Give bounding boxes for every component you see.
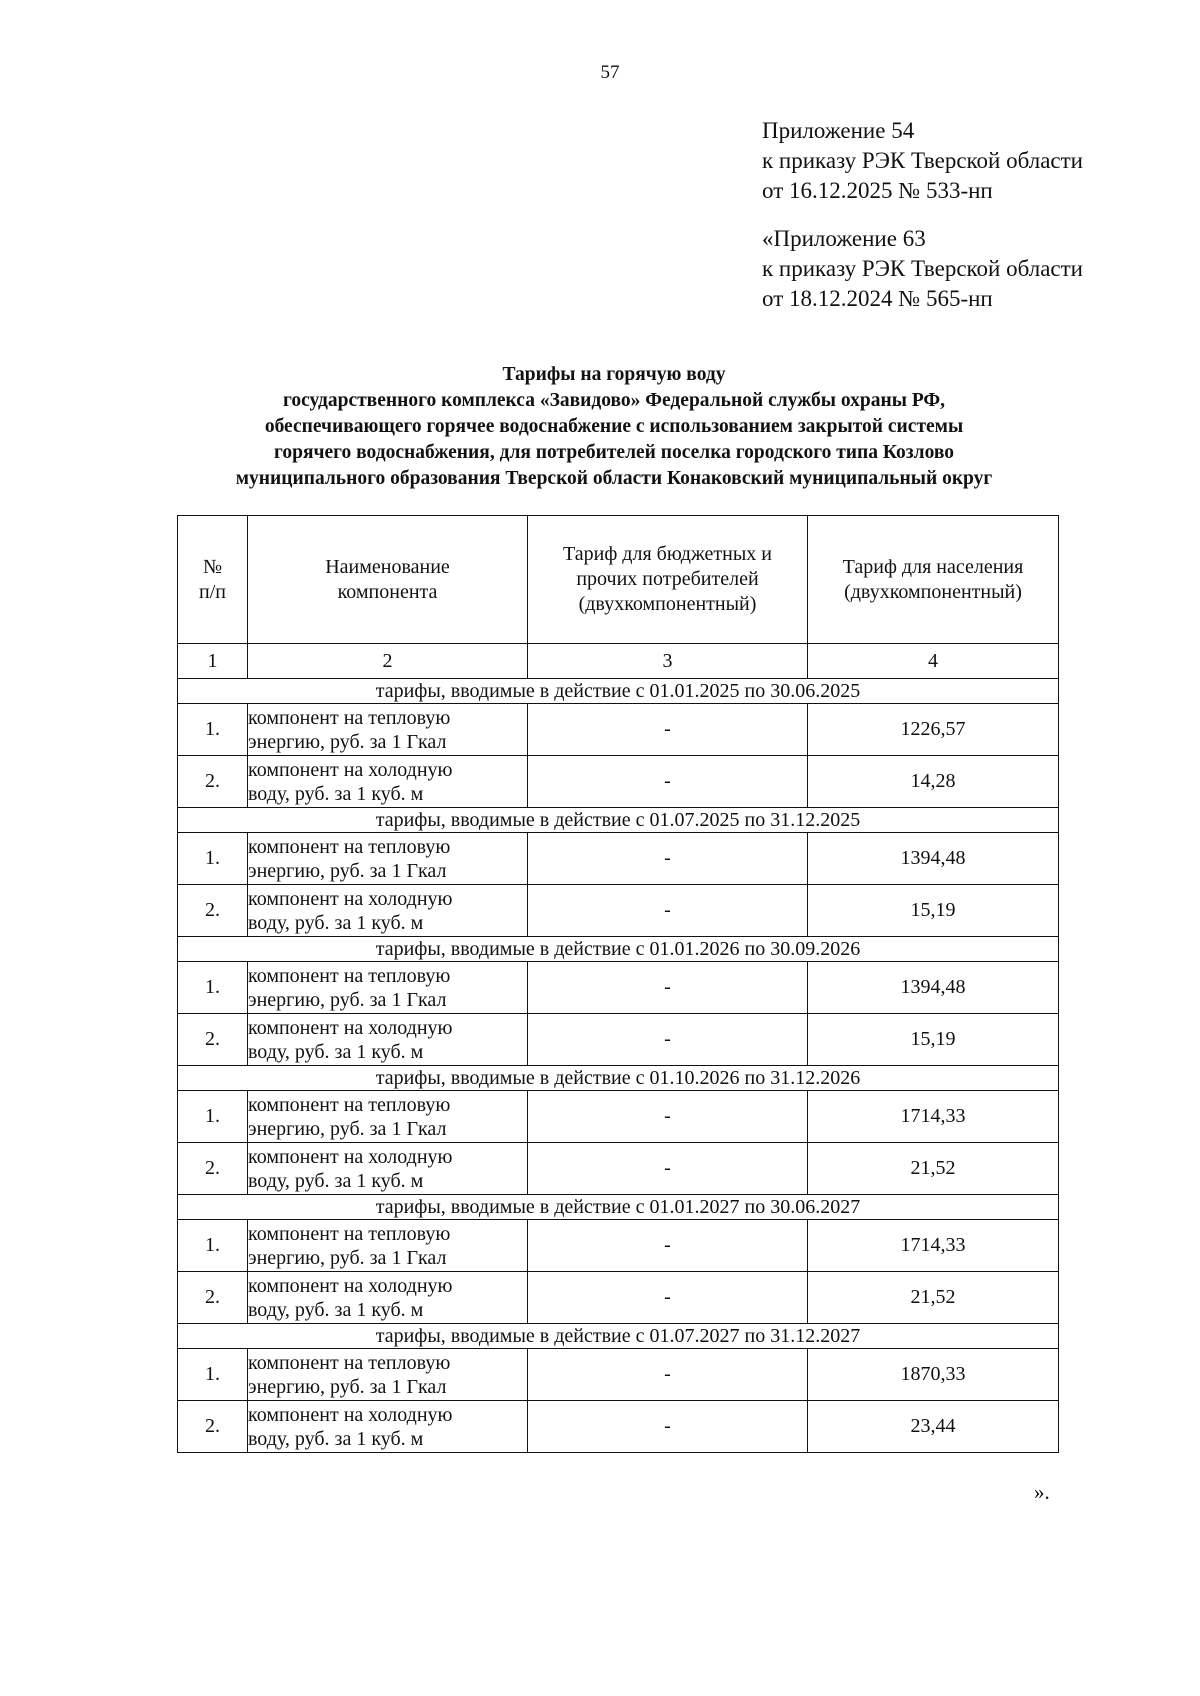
header-population-line2: (двухкомпонентный): [844, 580, 1022, 603]
budget-tariff: -: [528, 1220, 808, 1272]
header-population-line1: Тариф для населения: [842, 555, 1024, 578]
title-line4: горячего водоснабжения, для потребителей поселка городского типа Козлово: [274, 442, 954, 463]
table-row: [178, 1220, 1059, 1272]
budget-tariff: -: [528, 1143, 808, 1195]
column-index-2: 2: [248, 644, 528, 679]
component-name: [248, 756, 528, 808]
component-name-line2: воду, руб. за 1 куб. м: [248, 911, 424, 934]
component-name-line1: компонент на тепловую: [248, 835, 451, 858]
title-line3: обеспечивающего горячее водоснабжение с использованием закрытой системы: [264, 416, 964, 437]
row-number: 2.: [178, 1401, 248, 1453]
population-tariff: 1714,33: [808, 1091, 1059, 1143]
component-name: [248, 833, 528, 885]
component-name-line2: энергию, руб. за 1 Гкал: [248, 1246, 447, 1269]
appendix-current-line1: Приложение 54: [762, 118, 915, 143]
table-row: [178, 1143, 1059, 1195]
header-num-line1: №: [202, 555, 223, 578]
component-name-line1: компонент на холодную: [248, 758, 453, 781]
component-name-line1: компонент на холодную: [248, 1403, 453, 1426]
period-label: тарифы, вводимые в действие с 01.07.2027 по 31.12.2027: [178, 1324, 1059, 1349]
component-name-line1: компонент на тепловую: [248, 1222, 451, 1245]
column-index-1: 1: [178, 644, 248, 679]
component-name: [248, 1272, 528, 1324]
appendix-current-line3: от 16.12.2025 № 533-нп: [762, 178, 993, 203]
column-index-3: 3: [528, 644, 808, 679]
budget-tariff: -: [528, 1349, 808, 1401]
table-row: [178, 756, 1059, 808]
column-index-4: 4: [808, 644, 1059, 679]
component-name-line2: воду, руб. за 1 куб. м: [248, 1169, 424, 1192]
appendix-current: [762, 116, 1083, 206]
header-population: [808, 516, 1059, 644]
population-tariff: 21,52: [808, 1143, 1059, 1195]
tariffs-table: [177, 515, 1059, 1453]
table-row: [178, 1014, 1059, 1066]
component-name-line1: компонент на холодную: [248, 887, 453, 910]
table-row: [178, 833, 1059, 885]
budget-tariff: -: [528, 1401, 808, 1453]
component-name: [248, 1143, 528, 1195]
appendix-previous-line3: от 18.12.2024 № 565-нп: [762, 286, 993, 311]
population-tariff: 15,19: [808, 1014, 1059, 1066]
budget-tariff: -: [528, 1091, 808, 1143]
title-line2: государственного комплекса «Завидово» Федеральной службы охраны РФ,: [282, 390, 946, 411]
table-row: [178, 1272, 1059, 1324]
header-budget: [528, 516, 808, 644]
period-row: [178, 1324, 1059, 1349]
period-row: [178, 1195, 1059, 1220]
document-title: [150, 362, 1078, 492]
page-number: 57: [600, 62, 620, 83]
component-name: [248, 1014, 528, 1066]
population-tariff: 15,19: [808, 885, 1059, 937]
period-row: [178, 937, 1059, 962]
header-name: [248, 516, 528, 644]
table-row: [178, 962, 1059, 1014]
component-name: [248, 1091, 528, 1143]
title-line1: Тарифы на горячую воду: [502, 364, 726, 385]
component-name: [248, 1220, 528, 1272]
appendix-previous: [762, 224, 1083, 314]
row-number: 1.: [178, 704, 248, 756]
closing-quote-mark: ».: [1034, 1480, 1050, 1504]
period-row: [178, 808, 1059, 833]
population-tariff: 1394,48: [808, 962, 1059, 1014]
row-number: 1.: [178, 1220, 248, 1272]
population-tariff: 23,44: [808, 1401, 1059, 1453]
header-name-line2: компонента: [337, 580, 438, 603]
row-number: 2.: [178, 756, 248, 808]
row-number: 1.: [178, 1349, 248, 1401]
header-name-line1: Наименование: [325, 555, 450, 578]
budget-tariff: -: [528, 885, 808, 937]
component-name-line2: воду, руб. за 1 куб. м: [248, 782, 424, 805]
population-tariff: 1226,57: [808, 704, 1059, 756]
component-name-line1: компонент на тепловую: [248, 1093, 451, 1116]
header-budget-line1: Тариф для бюджетных и: [563, 543, 772, 565]
period-label: тарифы, вводимые в действие с 01.01.2025 по 30.06.2025: [178, 679, 1059, 704]
component-name-line2: энергию, руб. за 1 Гкал: [248, 1117, 447, 1140]
row-number: 1.: [178, 833, 248, 885]
component-name: [248, 962, 528, 1014]
component-name-line2: энергию, руб. за 1 Гкал: [248, 988, 447, 1011]
row-number: 2.: [178, 1014, 248, 1066]
row-number: 1.: [178, 962, 248, 1014]
population-tariff: 1870,33: [808, 1349, 1059, 1401]
table-header-row: [178, 516, 1059, 644]
component-name-line2: энергию, руб. за 1 Гкал: [248, 1375, 447, 1398]
appendix-current-line2: к приказу РЭК Тверской области: [762, 148, 1083, 173]
budget-tariff: -: [528, 1014, 808, 1066]
table-row: [178, 704, 1059, 756]
appendix-previous-line1: «Приложение 63: [762, 226, 926, 251]
component-name-line1: компонент на холодную: [248, 1016, 453, 1039]
population-tariff: 14,28: [808, 756, 1059, 808]
header-budget-line3: (двухкомпонентный): [578, 593, 757, 615]
component-name: [248, 1401, 528, 1453]
period-label: тарифы, вводимые в действие с 01.01.2026 по 30.09.2026: [178, 937, 1059, 962]
component-name-line1: компонент на тепловую: [248, 706, 451, 729]
row-number: 2.: [178, 1272, 248, 1324]
table-row: [178, 1401, 1059, 1453]
period-row: [178, 679, 1059, 704]
component-name-line2: воду, руб. за 1 куб. м: [248, 1298, 424, 1321]
period-row: [178, 1066, 1059, 1091]
header-num-line2: п/п: [199, 580, 226, 603]
header-budget-line2: прочих потребителей: [576, 568, 759, 590]
period-label: тарифы, вводимые в действие с 01.01.2027 по 30.06.2027: [178, 1195, 1059, 1220]
component-name: [248, 885, 528, 937]
header-num: [178, 516, 248, 644]
component-name-line2: воду, руб. за 1 куб. м: [248, 1427, 424, 1450]
component-name: [248, 1349, 528, 1401]
component-name: [248, 704, 528, 756]
population-tariff: 21,52: [808, 1272, 1059, 1324]
budget-tariff: -: [528, 704, 808, 756]
budget-tariff: -: [528, 833, 808, 885]
budget-tariff: -: [528, 756, 808, 808]
table-row: [178, 1091, 1059, 1143]
budget-tariff: -: [528, 1272, 808, 1324]
row-number: 2.: [178, 1143, 248, 1195]
table-row: [178, 1349, 1059, 1401]
component-name-line2: энергию, руб. за 1 Гкал: [248, 859, 447, 882]
component-name-line2: воду, руб. за 1 куб. м: [248, 1040, 424, 1063]
budget-tariff: -: [528, 962, 808, 1014]
component-name-line1: компонент на холодную: [248, 1274, 453, 1297]
appendix-previous-line2: к приказу РЭК Тверской области: [762, 256, 1083, 281]
component-name-line1: компонент на холодную: [248, 1145, 453, 1168]
component-name-line1: компонент на тепловую: [248, 964, 451, 987]
row-number: 1.: [178, 1091, 248, 1143]
component-name-line1: компонент на тепловую: [248, 1351, 451, 1374]
column-index-row: [178, 644, 1059, 679]
table-row: [178, 885, 1059, 937]
period-label: тарифы, вводимые в действие с 01.07.2025 по 31.12.2025: [178, 808, 1059, 833]
component-name-line2: энергию, руб. за 1 Гкал: [248, 730, 447, 753]
population-tariff: 1714,33: [808, 1220, 1059, 1272]
title-line5: муниципального образования Тверской области Конаковский муниципальный округ: [235, 468, 993, 489]
period-label: тарифы, вводимые в действие с 01.10.2026 по 31.12.2026: [178, 1066, 1059, 1091]
row-number: 2.: [178, 885, 248, 937]
population-tariff: 1394,48: [808, 833, 1059, 885]
